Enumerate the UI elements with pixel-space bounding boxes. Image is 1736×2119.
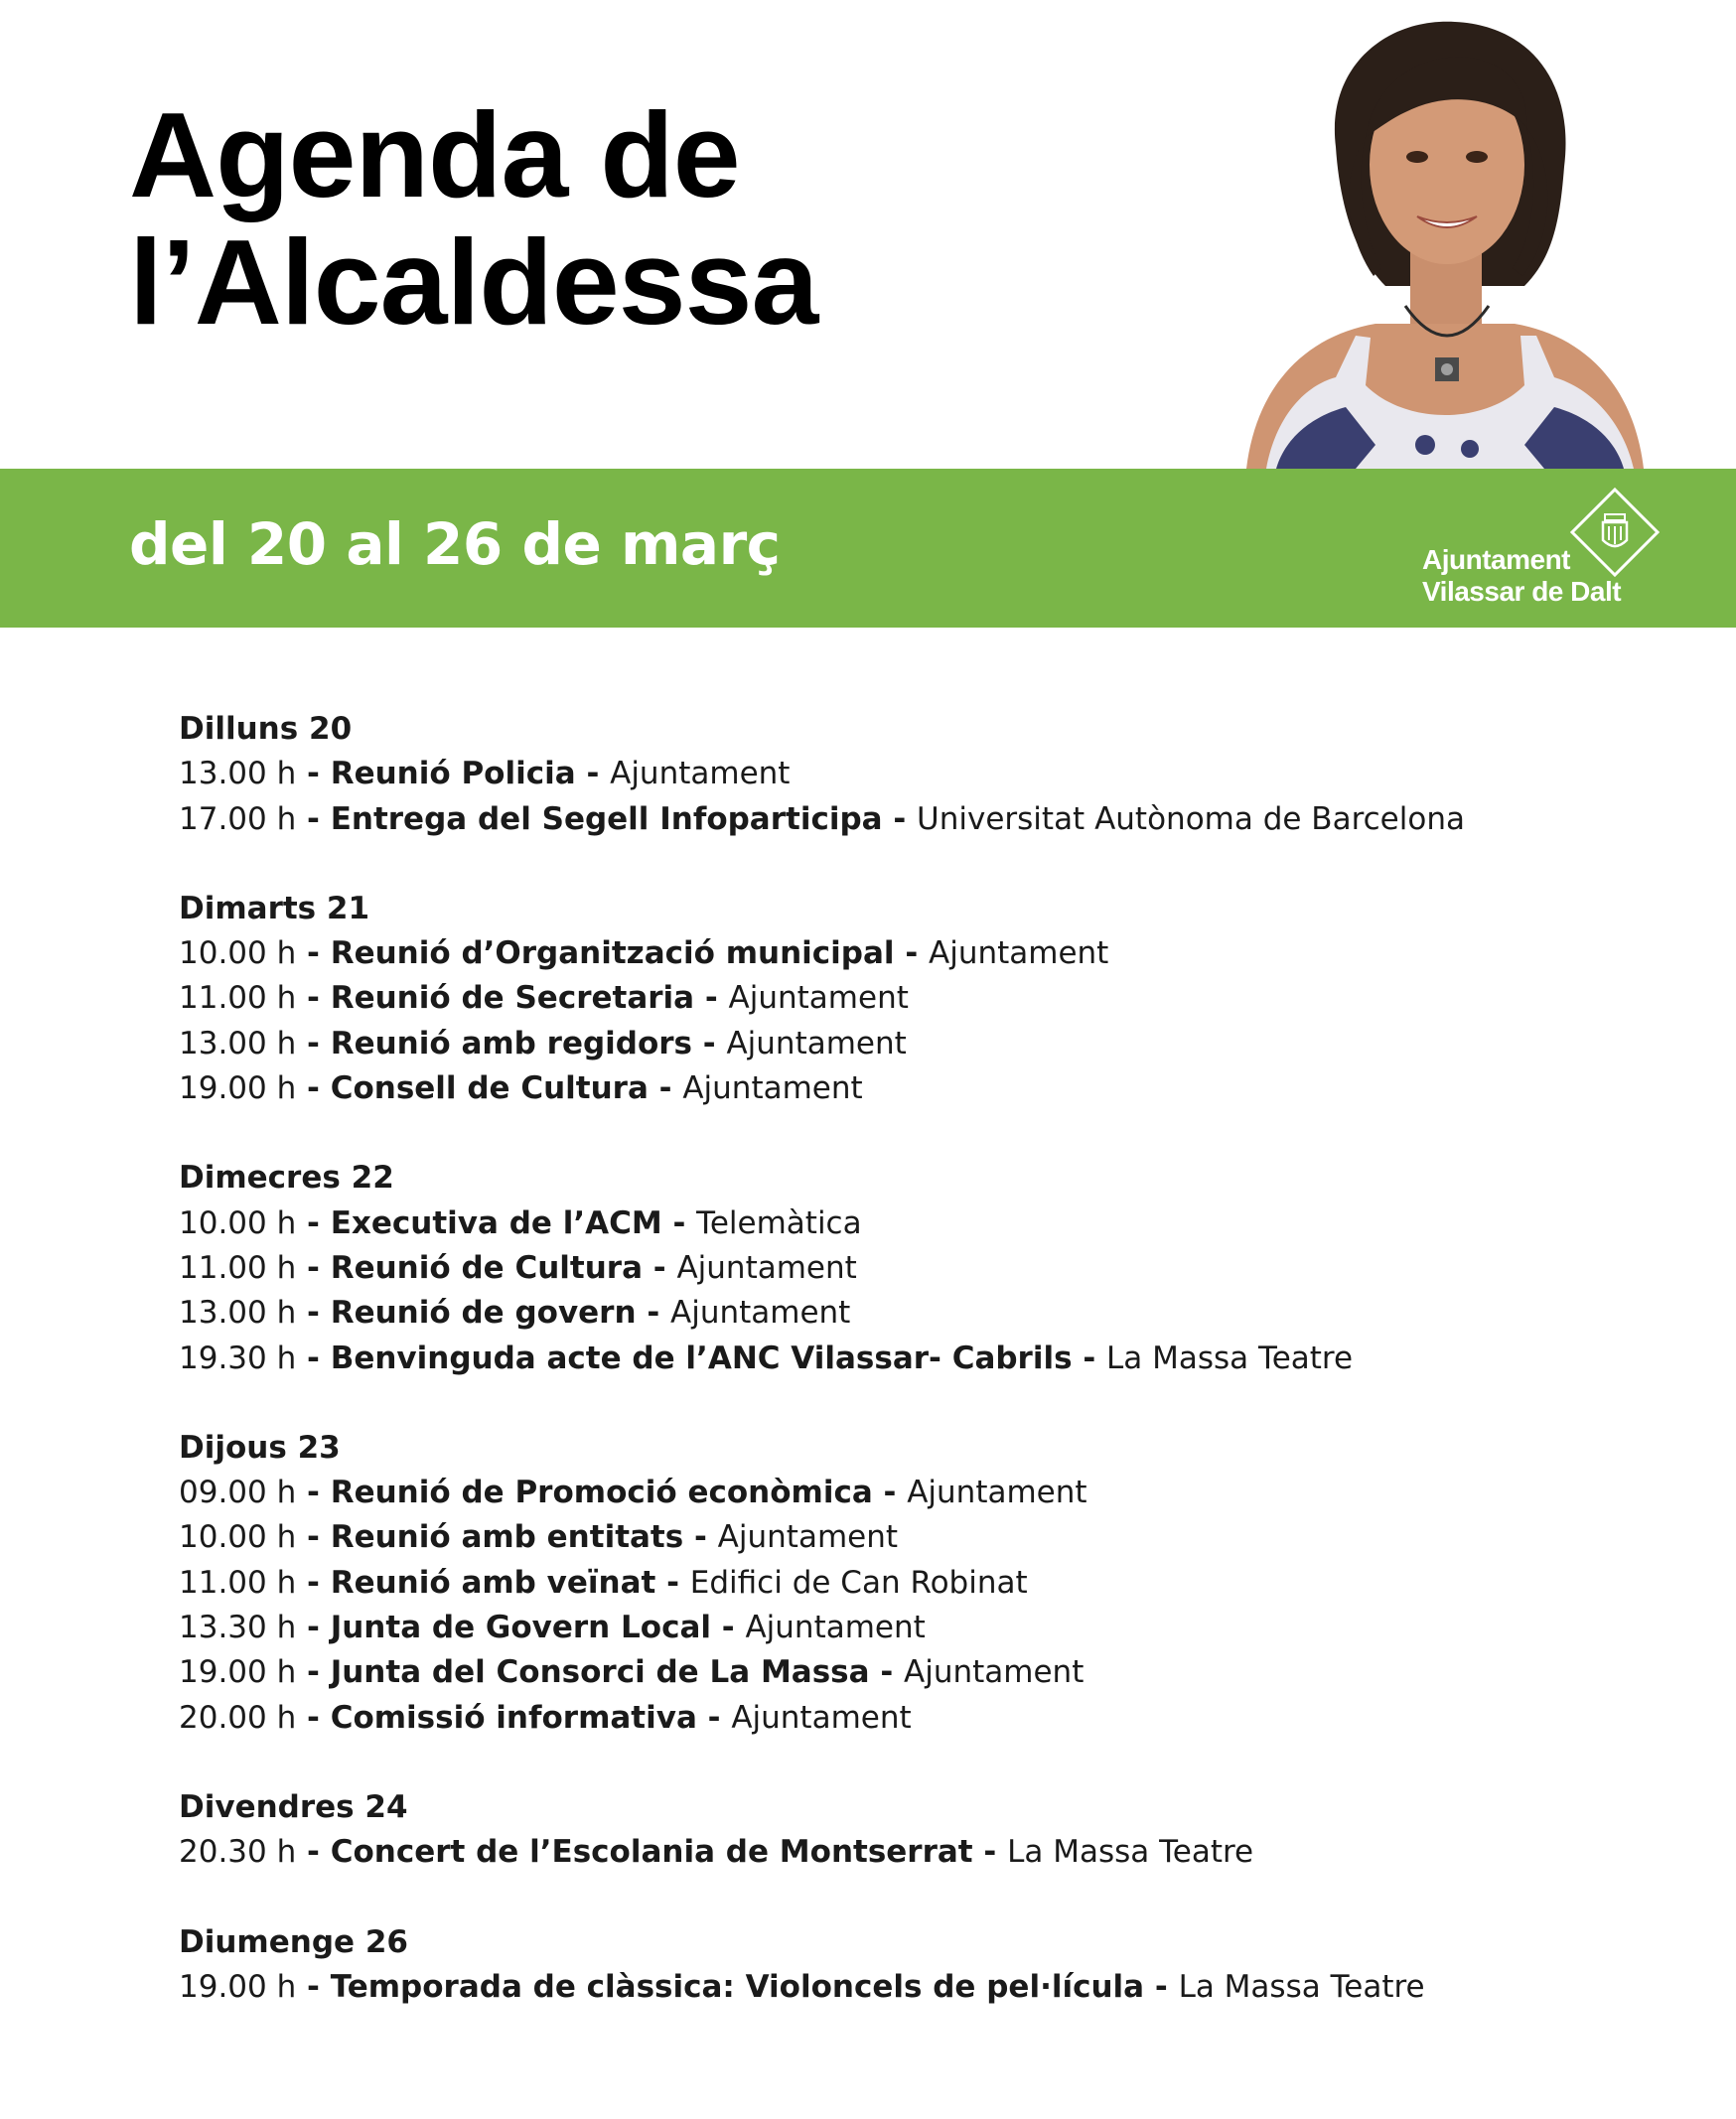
agenda-day xyxy=(179,887,1668,1111)
event-place: La Massa Teatre xyxy=(1106,1340,1354,1376)
event-name: Reunió amb regidors xyxy=(330,1025,693,1061)
separator: - xyxy=(296,1564,331,1601)
event-time: 19.30 h xyxy=(179,1340,297,1376)
event-name: Reunió de Secretaria xyxy=(330,980,695,1017)
event-name: Executiva de l’ACM xyxy=(330,1204,662,1241)
event-place: La Massa Teatre xyxy=(1007,1834,1254,1871)
separator: - xyxy=(696,1699,732,1736)
day-title: Dimecres 22 xyxy=(179,1160,394,1197)
separator: - xyxy=(296,1475,331,1511)
separator: - xyxy=(882,800,918,837)
event-row xyxy=(179,1515,1668,1560)
separator: - xyxy=(711,1610,746,1646)
event-time: 11.00 h xyxy=(179,1249,297,1286)
event-name: Junta de Govern Local xyxy=(330,1610,712,1646)
event-name: Comissió informativa xyxy=(330,1699,697,1736)
event-place: Telemàtica xyxy=(696,1204,862,1241)
logo-line-1: Ajuntament xyxy=(1422,544,1570,575)
separator: - xyxy=(296,1610,331,1646)
agenda-list xyxy=(179,707,1668,2054)
event-row xyxy=(179,1201,1668,1246)
separator: - xyxy=(296,1295,331,1332)
event-row xyxy=(179,1965,1668,2010)
event-time: 09.00 h xyxy=(179,1475,297,1511)
event-place: Edifici de Can Robinat xyxy=(689,1564,1028,1601)
day-title: Dijous 23 xyxy=(179,1429,341,1466)
event-name: Reunió amb entitats xyxy=(330,1519,684,1556)
event-time: 13.00 h xyxy=(179,1025,297,1061)
logo-line-2: Vilassar de Dalt xyxy=(1422,576,1622,607)
event-name: Benvinguda acte de l’ANC Vilassar- Cabrils xyxy=(330,1340,1073,1376)
agenda-day xyxy=(179,707,1668,842)
event-place: Ajuntament xyxy=(731,1699,912,1736)
separator: - xyxy=(643,1249,677,1286)
separator: - xyxy=(296,1699,331,1736)
event-place: Ajuntament xyxy=(728,980,909,1017)
event-time: 10.00 h xyxy=(179,1204,297,1241)
date-range: del 20 al 26 de març xyxy=(129,510,781,578)
event-time: 20.30 h xyxy=(179,1834,297,1871)
separator: - xyxy=(296,1249,331,1286)
day-title: Divendres 24 xyxy=(179,1788,408,1825)
event-name: Reunió de Cultura xyxy=(330,1249,644,1286)
event-row xyxy=(179,1022,1668,1066)
event-time: 13.30 h xyxy=(179,1610,297,1646)
event-row xyxy=(179,752,1668,796)
separator: - xyxy=(296,1340,331,1376)
separator: - xyxy=(296,935,331,972)
event-time: 19.00 h xyxy=(179,1070,297,1107)
separator: - xyxy=(636,1295,670,1332)
agenda-day xyxy=(179,1785,1668,1876)
event-time: 19.00 h xyxy=(179,1968,297,2005)
day-title: Dilluns 20 xyxy=(179,711,353,747)
event-row xyxy=(179,1830,1668,1875)
event-row xyxy=(179,1066,1668,1111)
separator: - xyxy=(296,1204,331,1241)
separator: - xyxy=(872,1475,908,1511)
separator: - xyxy=(692,1025,727,1061)
event-place: Ajuntament xyxy=(610,756,791,792)
person-photo-icon xyxy=(1207,8,1683,469)
event-row xyxy=(179,931,1668,976)
event-row xyxy=(179,1561,1668,1606)
event-name: Reunió de Promoció econòmica xyxy=(330,1475,873,1511)
separator: - xyxy=(575,756,611,792)
council-logo-text xyxy=(1422,544,1621,608)
event-time: 19.00 h xyxy=(179,1654,297,1691)
event-time: 11.00 h xyxy=(179,1564,297,1601)
event-place: La Massa Teatre xyxy=(1178,1968,1425,2005)
page-title xyxy=(129,87,818,350)
separator: - xyxy=(296,756,331,792)
event-row xyxy=(179,1606,1668,1650)
separator: - xyxy=(694,980,729,1017)
event-place: Ajuntament xyxy=(726,1025,907,1061)
event-name: Reunió Policia xyxy=(330,756,576,792)
separator: - xyxy=(655,1564,690,1601)
event-place: Ajuntament xyxy=(682,1070,863,1107)
event-name: Reunió de govern xyxy=(330,1295,637,1332)
event-row xyxy=(179,1696,1668,1741)
event-name: Consell de Cultura xyxy=(330,1070,649,1107)
separator: - xyxy=(296,1654,331,1691)
event-name: Reunió amb veïnat xyxy=(330,1564,656,1601)
agenda-day xyxy=(179,1156,1668,1380)
event-row xyxy=(179,1291,1668,1336)
separator: - xyxy=(683,1519,718,1556)
event-place: Ajuntament xyxy=(670,1295,851,1332)
title-line-1: Agenda de xyxy=(129,87,740,222)
event-place: Ajuntament xyxy=(745,1610,926,1646)
separator: - xyxy=(894,935,929,972)
event-place: Ajuntament xyxy=(717,1519,899,1556)
agenda-day xyxy=(179,1426,1668,1741)
event-row xyxy=(179,1650,1668,1695)
separator: - xyxy=(1144,1968,1179,2005)
event-time: 13.00 h xyxy=(179,1295,297,1332)
event-name: Reunió d’Organització municipal xyxy=(330,935,895,972)
day-title: Dimarts 21 xyxy=(179,890,370,926)
event-row xyxy=(179,797,1668,842)
separator: - xyxy=(296,1070,331,1107)
separator: - xyxy=(296,980,331,1017)
event-place: Ajuntament xyxy=(929,935,1109,972)
portrait-photo xyxy=(1207,8,1683,469)
event-time: 17.00 h xyxy=(179,800,297,837)
title-line-2: l’Alcaldessa xyxy=(129,214,818,350)
event-place: Ajuntament xyxy=(907,1475,1087,1511)
event-place: Universitat Autònoma de Barcelona xyxy=(917,800,1465,837)
event-place: Ajuntament xyxy=(904,1654,1085,1691)
event-row xyxy=(179,1246,1668,1291)
day-title: Diumenge 26 xyxy=(179,1923,408,1960)
event-row xyxy=(179,976,1668,1021)
separator: - xyxy=(972,1834,1008,1871)
separator: - xyxy=(296,1025,331,1061)
event-time: 20.00 h xyxy=(179,1699,297,1736)
event-name: Entrega del Segell Infoparticipa xyxy=(330,800,883,837)
event-name: Concert de l’Escolania de Montserrat xyxy=(330,1834,973,1871)
separator: - xyxy=(661,1204,697,1241)
separator: - xyxy=(296,1834,331,1871)
separator: - xyxy=(296,1968,331,2005)
separator: - xyxy=(869,1654,905,1691)
event-row xyxy=(179,1337,1668,1381)
separator: - xyxy=(296,800,331,837)
event-time: 11.00 h xyxy=(179,980,297,1017)
event-time: 10.00 h xyxy=(179,935,297,972)
separator: - xyxy=(648,1070,683,1107)
event-name: Junta del Consorci de La Massa xyxy=(330,1654,870,1691)
event-row xyxy=(179,1471,1668,1515)
separator: - xyxy=(296,1519,331,1556)
event-time: 13.00 h xyxy=(179,756,297,792)
date-band xyxy=(0,469,1736,628)
event-place: Ajuntament xyxy=(676,1249,857,1286)
event-time: 10.00 h xyxy=(179,1519,297,1556)
event-name: Temporada de clàssica: Violoncels de pel·lícula xyxy=(330,1968,1145,2005)
separator: - xyxy=(1072,1340,1107,1376)
agenda-day xyxy=(179,1920,1668,2011)
